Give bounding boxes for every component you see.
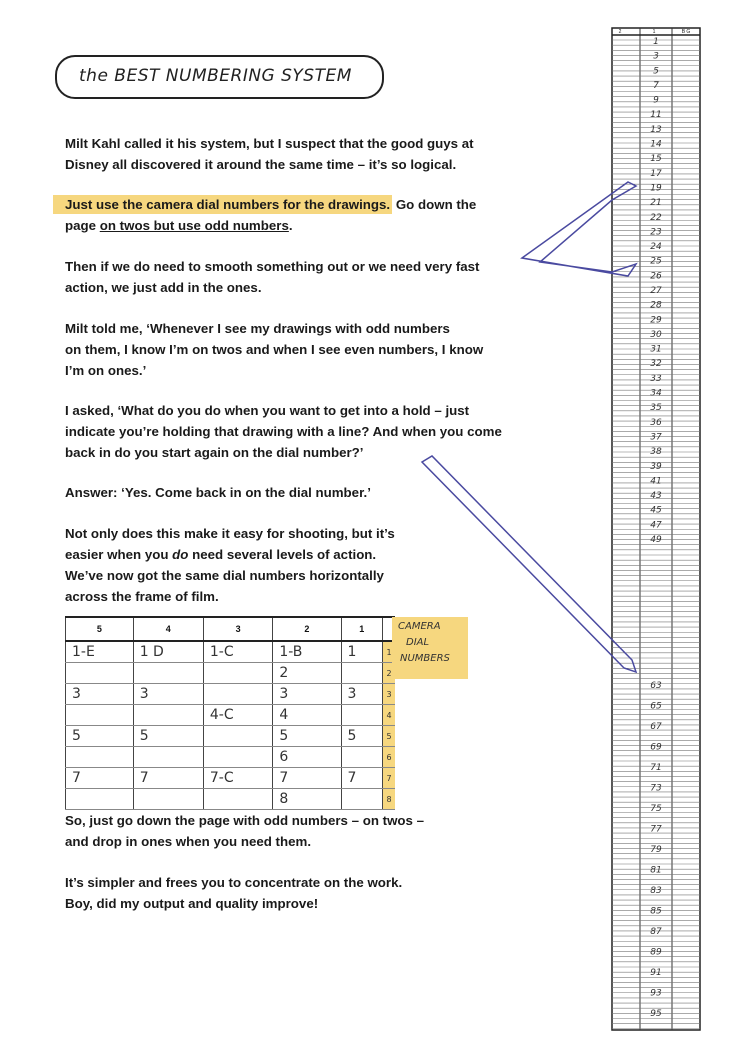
paragraph-1: Milt Kahl called it his system, but I suspect that the good guys at Disney all discovered it around the same time – it’s so logical. [65,136,474,172]
arrow-pointer-bottom [422,456,636,672]
strip-frame-number: 89 [650,947,662,958]
dial-number-cell: 4 [383,705,396,726]
sheet-cell: 5 [341,726,382,747]
sheet-cell: 7-C [203,768,272,789]
sheet-cell: 1 D [133,641,203,663]
camera-dial-note: CAMERA DIAL NUMBERS [392,617,468,679]
sheet-cell: 3 [341,684,382,705]
sheet-column-header: 5 [66,617,134,641]
strip-frame-number: 19 [650,183,662,194]
strip-frame-number: 30 [650,329,662,340]
sheet-cell: 4-C [203,705,272,726]
strip-frame-number: 29 [650,315,662,326]
paragraph-5: I asked, ‘What do you do when you want to get into a hold – just indicate you’re holding that drawing with a line? And when you come back in do you start again on the dial number?’ [65,403,502,460]
strip-header-label: B G [681,29,691,35]
strip-frame-number: 22 [650,212,662,223]
paragraph-6: Answer: ‘Yes. Come back in on the dial number.’ [65,485,371,500]
sheet-cell: 5 [133,726,203,747]
sheet-cell: 8 [273,789,341,810]
dial-number-cell: 1 [383,641,396,663]
strip-frame-number: 65 [650,701,662,712]
highlight-text: Just use the camera dial numbers for the drawings. [53,195,392,214]
strip-frame-number: 3 [653,51,659,62]
sheet-column-header: 4 [133,617,203,641]
sheet-cell: 6 [273,747,341,768]
strip-frame-number: 93 [650,988,662,999]
dial-number-cell: 6 [383,747,396,768]
strip-frame-number: 33 [650,373,662,384]
strip-frame-number: 39 [650,461,662,472]
sheet-cell: 7 [273,768,341,789]
strip-frame-number: 31 [650,344,662,355]
sheet-column-header: 1 [341,617,382,641]
strip-frame-number: 14 [650,139,662,150]
paragraph-8: So, just go down the page with odd numbers – on twos – and drop in ones when you need them. [65,813,425,849]
strip-frame-number: 28 [650,300,662,311]
strip-header-label: 1 [652,29,656,35]
strip-frame-number: 15 [650,154,662,165]
paragraph-7: Not only does this make it easy for shooting, but it’s easier when you do need several levels of action. We’ve now got the same dial numbers horizontally across the frame of film. [65,526,395,604]
strip-frame-number: 23 [650,227,662,238]
strip-frame-number: 11 [650,110,662,121]
sheet-column-header: 3 [203,617,272,641]
paragraph-2: Just use the camera dial numbers for the drawings. Go down the page on twos but use odd numbers. [65,194,476,236]
sheet-cell: 7 [66,768,134,789]
strip-frame-number: 38 [650,447,662,458]
dial-number-cell: 8 [383,789,396,810]
sheet-cell: 4 [273,705,341,726]
sheet-cell: 1-E [66,641,134,663]
strip-frame-number: 34 [650,388,662,399]
strip-frame-number: 36 [650,417,662,428]
strip-frame-number: 43 [650,491,662,502]
strip-frame-number: 71 [650,763,662,773]
sheet-cell: 3 [66,684,134,705]
strip-frame-number: 49 [650,535,662,545]
paragraph-9: It’s simpler and frees you to concentrate on the work. Boy, did my output and quality improve! [65,875,403,911]
sheet-cell: 3 [273,684,341,705]
sheet-cell: 5 [273,726,341,747]
strip-frame-number: 91 [650,968,662,978]
strip-frame-number: 45 [650,505,662,516]
strip-frame-number: 1 [653,37,659,47]
strip-frame-number: 47 [650,520,662,531]
sheet-cell: 1-B [273,641,341,663]
sheet-cell: 2 [273,663,341,684]
strip-frame-number: 81 [650,865,662,876]
strip-frame-number: 85 [650,906,662,917]
sheet-cell: 1-C [203,641,272,663]
strip-frame-number: 37 [650,432,662,443]
dial-number-cell: 2 [383,663,396,684]
strip-frame-number: 26 [650,271,662,282]
dial-number-cell: 3 [383,684,396,705]
strip-frame-number: 17 [650,168,662,179]
strip-frame-number: 69 [650,742,662,753]
sheet-column-header: 2 [273,617,341,641]
strip-frame-number: 32 [650,359,662,370]
strip-frame-number: 73 [650,783,662,794]
strip-frame-number: 35 [650,403,662,414]
strip-frame-number: 41 [650,476,662,487]
sheet-cell: 5 [66,726,134,747]
strip-frame-number: 77 [650,824,662,835]
dial-number-cell: 5 [383,726,396,747]
strip-frame-number: 25 [650,256,662,267]
strip-frame-number: 79 [650,845,662,855]
strip-frame-number: 24 [650,242,662,253]
strip-frame-number: 7 [653,80,659,91]
strip-frame-number: 67 [650,722,662,732]
strip-frame-number: 21 [650,198,662,209]
strip-header-label: 2 [618,29,622,35]
strip-frame-number: 87 [650,927,662,937]
strip-frame-number: 95 [650,1009,662,1019]
strip-frame-number: 13 [650,124,662,135]
dial-number-cell: 7 [383,768,396,789]
paragraph-4: Milt told me, ‘Whenever I see my drawings with odd numbers on them, I know I’m on twos and when I see even numbers, I know I’m on ones.’ [65,321,484,378]
sheet-cell: 1 [341,641,382,663]
page-title: the BEST NUMBERING SYSTEM [79,66,352,86]
strip-frame-number: 27 [650,286,662,296]
sheet-cell: 7 [133,768,203,789]
sheet-cell: 7 [341,768,382,789]
strip-frame-number: 5 [653,66,659,77]
sheet-cell: 3 [133,684,203,705]
arrow-pointer-top [522,182,636,276]
strip-frame-number: 63 [650,681,662,691]
strip-frame-number: 83 [650,886,662,896]
paragraph-3: Then if we do need to smooth something out or we need very fast action, we just add in the ones. [65,259,480,295]
strip-frame-number: 75 [650,804,662,814]
underlined-text: on twos but use odd numbers [99,218,289,233]
strip-frame-number: 9 [653,95,659,106]
